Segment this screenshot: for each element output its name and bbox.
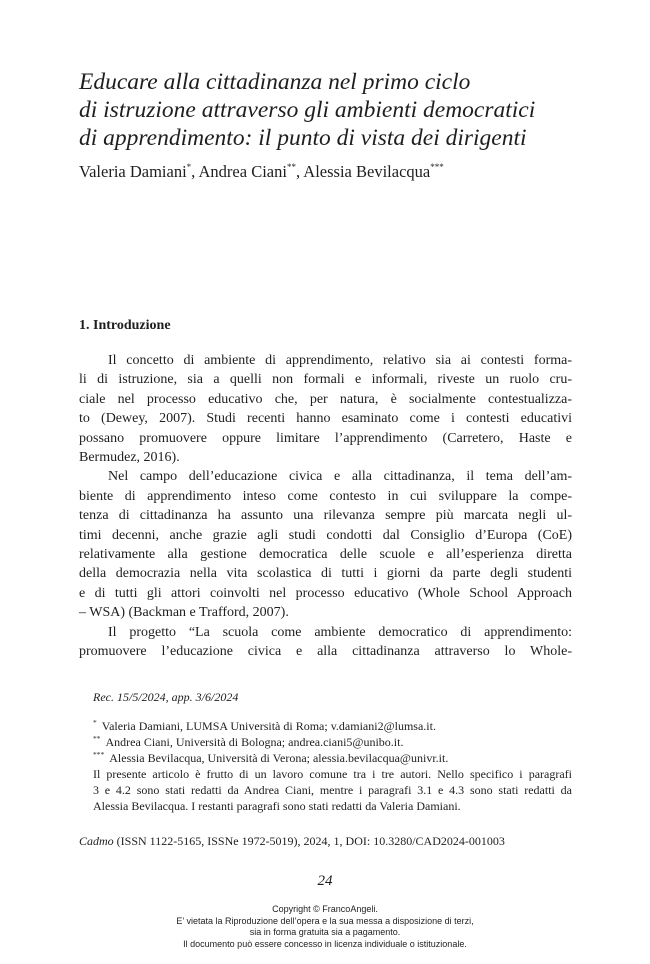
footnote-mark: ** (93, 734, 101, 743)
author-list (79, 162, 444, 182)
paragraph (79, 351, 572, 467)
title-line: Educare alla cittadinanza nel primo ciclo (79, 69, 471, 95)
author-name: Valeria Damiani (79, 162, 187, 181)
text-line: Il presente articolo è frutto di un lavoro comune tra i tre autori. Nello specifico i paragrafi (93, 767, 572, 781)
text-line: Il progetto “La scuola come ambiente democratico di apprendimento: (108, 624, 572, 640)
citation-details: (ISSN 1122-5165, ISSNe 1972-5019), 2024, 1, DOI: 10.3280/CAD2024-001003 (113, 834, 505, 848)
journal-citation (79, 834, 505, 849)
author-separator: , (295, 162, 304, 181)
text-line: Bermudez, 2016). (79, 450, 180, 466)
page-number: 24 (317, 873, 333, 889)
authorship-note (93, 766, 572, 814)
text-line: ciale nel processo educativo che, per natura, è socialmente contestualizza- (79, 391, 572, 407)
title-line: di apprendimento: il punto di vista dei dirigenti (79, 125, 527, 151)
copyright-line: E’ vietata la Riproduzione dell’opera e la sua messa a disposizione di terzi, (176, 915, 474, 926)
text-line: Nel campo dell’educazione civica e alla cittadinanza, il tema dell’am- (108, 469, 572, 485)
section-heading: 1. Introduzione (79, 318, 171, 333)
copyright-line: Copyright © FrancoAngeli. (272, 904, 378, 914)
footnote-text: Alessia Bevilacqua, Università di Verona; alessia.bevilacqua@univr.it. (109, 751, 449, 765)
footnote (93, 750, 572, 766)
text-line: Alessia Bevilacqua. I restanti paragrafi sono stati redatti da Valeria Damiani. (93, 799, 461, 813)
paragraph (79, 467, 572, 622)
author-name: Andrea Ciani (198, 162, 287, 181)
author-footnote-mark: ** (286, 162, 296, 172)
article-title (79, 68, 599, 152)
text-line: e di tutti gli attori coinvolti nel processo educativo (Whole School Approach (79, 585, 572, 601)
paragraph (79, 623, 572, 662)
footnote-mark: * (93, 718, 97, 727)
copyright-line: sia in forma gratuita sia a pagamento. (249, 927, 401, 938)
journal-name: Cadmo (79, 834, 114, 848)
author-footnote-mark: *** (430, 162, 444, 172)
text-line: biente di apprendimento inteso come contesto in cui sviluppare la compe- (79, 488, 572, 504)
author-separator: , (191, 162, 199, 181)
text-line: della democrazia nella vita scolastica di tutti i giorni da parte degli studenti (79, 566, 572, 582)
text-line: timi decenni, anche grazie agli studi condotti dal Consiglio d’Europa (CoE) (79, 527, 572, 543)
copyright-line: Il documento può essere concesso in licenza individuale o istituzionale. (183, 938, 467, 949)
author-name: Alessia Bevilacqua (303, 162, 431, 181)
footnotes (93, 718, 572, 814)
footnote (93, 734, 572, 750)
footnote-mark: *** (93, 750, 105, 759)
text-line: relativamente alla gestione democratica delle scuole e all’esperienza diretta (79, 547, 572, 563)
footnote-text: Valeria Damiani, LUMSA Università di Roma; v.damiani2@lumsa.it. (101, 719, 436, 733)
text-line: possano promuovere oppure limitare l’apprendimento (Carretero, Haste e (79, 430, 572, 446)
received-dates: Rec. 15/5/2024, app. 3/6/2024 (93, 690, 239, 704)
title-line: di istruzione attraverso gli ambienti democratici (79, 97, 536, 123)
footnote-text: Andrea Ciani, Università di Bologna; andrea.ciani5@unibo.it. (105, 735, 404, 749)
text-line: tenza di cittadinanza ha assunto una rilevanza sempre più marcata negli ul- (79, 508, 572, 524)
text-line: Il concetto di ambiente di apprendimento, relativo sia ai contesti forma- (108, 353, 572, 368)
body-text (79, 351, 572, 662)
text-line: to (Dewey, 2007). Studi recenti hanno esaminato come i contesti educativi (79, 411, 572, 427)
footnote (93, 718, 572, 734)
text-line: – WSA) (Backman e Trafford, 2007). (79, 605, 289, 621)
text-line: li di istruzione, sia a quelli non formali e informali, riveste un ruolo cru- (79, 372, 572, 388)
author-footnote-mark: * (186, 162, 192, 172)
text-line: 3 e 4.2 sono stati redatti da Andrea Ciani, mentre i paragrafi 3.1 e 4.3 sono stati redatti da (93, 783, 572, 797)
copyright-notice (0, 904, 650, 950)
text-line: promuovere l’educazione civica e alla cittadinanza attraverso lo Whole- (79, 644, 572, 660)
